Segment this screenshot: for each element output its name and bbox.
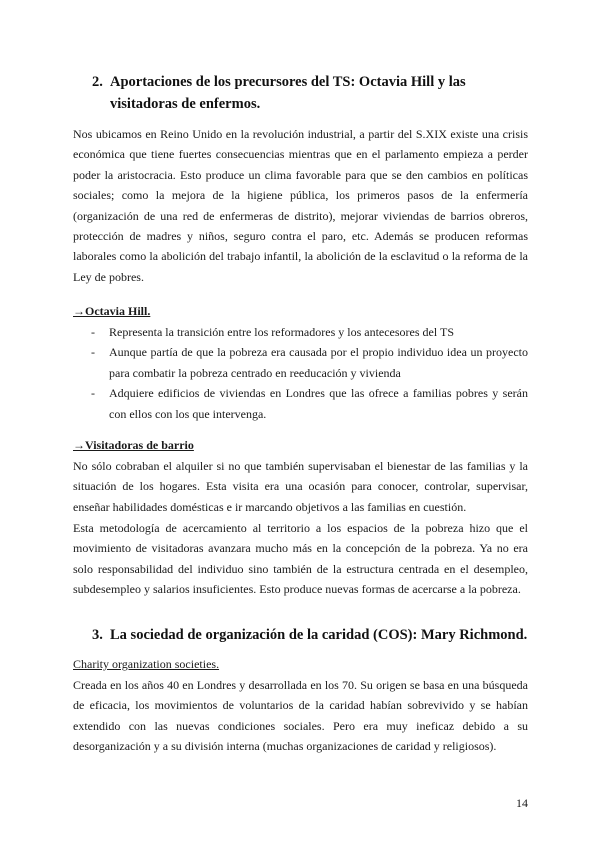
- charity-organization-subheading: Charity organization societies.: [73, 657, 220, 671]
- section-2-intro-paragraph: Nos ubicamos en Reino Unido en la revolución industrial, a partir del S.XIX existe una crisis económica que tiene fuertes consecuencias mientras que en el parlamento empieza a perder poder la aristocracia. Esto produce un clima favorable para que se den cambios en políticas sociales; como la mejora de la higiene pública, los primeros pasos de la enfermería (organización de una red de enfermeras de distrito), mejorar viviendas de barrios obreros, protección de madres y niños, seguro contra el paro, etc. Además se producen reformas laborales como la abolición del trabajo infantil, la abolición de la esclavitud o la reforma de la Ley de pobres.: [73, 127, 528, 284]
- list-item-text: Adquiere edificios de viviendas en Londres que las ofrece a familias pobres y serán con ellos con los que intervenga.: [109, 386, 528, 421]
- visitadoras-heading: →Visitadoras de barrio: [73, 438, 194, 452]
- list-item: [91, 383, 528, 424]
- list-item: [91, 342, 528, 383]
- visitadoras-paragraph-1: No sólo cobraban el alquiler si no que también supervisaban el bienestar de las familias y la situación de los hogares. Esta visita era una ocasión para conocer, controlar, supervisar, enseñar habilidades domésticas e ir marcando objetivos a las familias en cuestión.: [73, 459, 528, 514]
- section-3-title: La sociedad de organización de la caridad (COS): Mary Richmond.: [110, 627, 528, 643]
- list-item-text: Representa la transición entre los reformadores y los antecesores del TS: [109, 325, 454, 339]
- dash-bullet: -: [91, 345, 95, 360]
- octavia-hill-heading: →Octavia Hill.: [73, 304, 151, 318]
- dash-bullet: -: [91, 386, 95, 401]
- section-2-number: 2.: [92, 74, 103, 90]
- section-2-heading: [92, 71, 532, 115]
- section-3-number: 3.: [92, 627, 103, 643]
- section-3-heading: [92, 624, 532, 646]
- visitadoras-paragraph-2: Esta metodología de acercamiento al territorio a los espacios de la pobreza hizo que el movimiento de visitadoras avanzara mucho más en la concepción de la pobreza. Ya no era solo responsabilidad del individuo sino también de la estructura centrada en el desempleo, subdesempleo y salarios insuficientes. Esto produce nuevas formas de acercarse a la pobreza.: [73, 521, 528, 597]
- section-3-paragraph: Creada en los años 40 en Londres y desarrollada en los 70. Su origen se basa en una búsqueda de eficacia, los movimientos de voluntarios de la caridad habían sobrevivido y se habían extendido con las nuevas condiciones sociales. Pero era muy ineficaz debido a su desorganización y a su división interna (muchas organizaciones de caridad y religiosos).: [73, 678, 528, 754]
- octavia-hill-list: [91, 322, 528, 424]
- list-item-text: Aunque partía de que la pobreza era causada por el propio individuo idea un proyecto para combatir la pobreza centrado en reeducación y vivienda: [109, 345, 528, 380]
- list-item: [91, 322, 528, 342]
- dash-bullet: -: [91, 325, 95, 339]
- page-number: 14: [516, 796, 528, 810]
- section-2-title: Aportaciones de los precursores del TS: Octavia Hill y las visitadoras de enfermos.: [110, 74, 466, 112]
